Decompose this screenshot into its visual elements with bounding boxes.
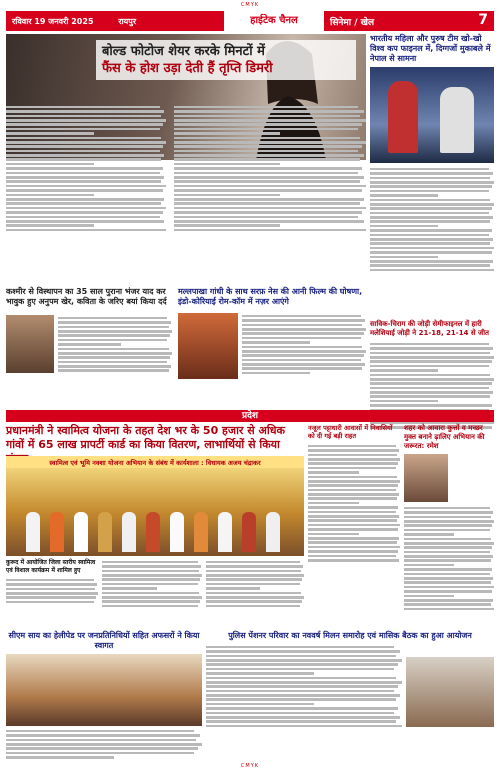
text-line	[308, 462, 398, 465]
text-line	[174, 172, 358, 175]
text-line	[308, 467, 396, 470]
text-line	[404, 533, 454, 536]
hero-headline-line1: बोल्ड फोटोज शेयर करके मिनटों में	[102, 44, 265, 59]
text-line	[6, 588, 95, 591]
text-line	[6, 158, 161, 161]
text-line	[58, 343, 121, 346]
text-line	[174, 110, 364, 113]
text-line	[102, 596, 202, 599]
sports-story	[370, 34, 494, 471]
text-line	[6, 592, 98, 595]
text-line	[58, 369, 169, 372]
text-line	[242, 341, 310, 344]
text-line	[6, 224, 94, 227]
text-line	[6, 128, 160, 131]
text-line	[242, 332, 364, 335]
text-line	[242, 346, 362, 349]
text-line	[174, 132, 280, 135]
text-line	[370, 382, 492, 385]
text-line	[206, 600, 302, 603]
text-line	[206, 650, 400, 653]
text-line	[206, 587, 260, 590]
text-line	[174, 176, 364, 179]
text-line	[58, 361, 167, 364]
text-line	[308, 515, 399, 518]
text-line	[58, 356, 170, 359]
text-line	[102, 583, 198, 586]
text-line	[6, 596, 96, 599]
section-name: सिनेमा / खेल	[330, 18, 375, 28]
text-line	[6, 137, 161, 140]
film-story	[178, 287, 366, 307]
nazul-headline: नजूल पट्टाधारी आवासों में निवासियों को दी गई बड़ी राहत	[308, 424, 393, 440]
nazul-body-text	[308, 443, 400, 613]
text-line	[308, 471, 359, 474]
text-line	[174, 137, 360, 140]
text-line	[308, 550, 398, 553]
text-line	[174, 106, 358, 109]
text-line	[206, 698, 396, 701]
text-line	[102, 605, 198, 608]
page-header	[6, 11, 494, 31]
text-line	[242, 328, 366, 331]
text-line	[370, 238, 493, 241]
pm-headline: प्रधानमंत्री ने स्वामित्व योजना के तहत देश भर के 50 हजार से अधिक गांवों में 65 लाख प्रापर्टी कार्ड का किया वितरण, लाभार्थियों से किया	[6, 424, 285, 451]
text-line	[404, 511, 493, 514]
text-line	[102, 570, 199, 573]
text-line	[6, 198, 164, 201]
text-line	[102, 565, 201, 568]
text-line	[174, 141, 366, 144]
text-line	[58, 334, 170, 337]
text-line	[404, 546, 492, 549]
text-line	[308, 541, 397, 544]
text-line	[102, 600, 200, 603]
text-line	[404, 507, 490, 510]
text-line	[404, 542, 494, 545]
text-line	[6, 172, 160, 175]
text-line	[308, 493, 399, 496]
text-line	[308, 458, 400, 461]
cm-headline: सीएम साय का हेलीपेड पर जनप्रतिनिधियों सहित अफसरों ने किया स्वागत	[8, 631, 200, 650]
text-line	[174, 150, 358, 153]
text-line	[206, 712, 394, 715]
text-line	[308, 533, 359, 536]
text-line	[6, 229, 166, 232]
text-line	[370, 216, 493, 219]
text-line	[308, 476, 397, 479]
text-line	[6, 194, 94, 197]
text-line	[370, 387, 489, 390]
text-line	[206, 685, 398, 688]
dogs-story-photo	[404, 454, 448, 502]
text-line	[308, 528, 398, 531]
text-line	[174, 115, 360, 118]
text-line	[6, 202, 161, 205]
pm-event-photo	[6, 468, 304, 556]
text-line	[206, 655, 396, 658]
text-line	[174, 220, 364, 223]
police-headline: पुलिस पेंशनर परिवार का नववर्ष मिलन समारोह एवं मासिक बैठक का हुआ आयोजन	[228, 631, 472, 640]
text-line	[174, 216, 358, 219]
text-line	[58, 330, 172, 333]
text-line	[102, 592, 199, 595]
text-line	[6, 583, 97, 586]
text-line	[6, 180, 161, 183]
text-line	[404, 538, 491, 541]
badminton-headline: साविक-चिराग की जोड़ी सेमीफाइनल में हारी मलेशियाई जोड़ी ने 21-18, 21-14 से जीत	[370, 320, 490, 337]
text-line	[6, 601, 94, 604]
text-line	[206, 565, 303, 568]
text-line	[6, 752, 194, 755]
kurud-body-text	[6, 577, 98, 617]
hero-headline	[96, 40, 356, 80]
text-line	[308, 484, 398, 487]
pm-body-text-2	[206, 559, 304, 629]
text-line	[206, 681, 402, 684]
text-line	[206, 672, 314, 675]
text-line	[58, 339, 167, 342]
text-line	[6, 730, 194, 733]
text-line	[370, 234, 489, 237]
text-line	[370, 247, 494, 250]
text-line	[370, 391, 493, 394]
text-line	[6, 132, 94, 135]
kashmir-headline: कश्मीर से विस्थापन का 35 साल पुराना भंजर याद कर भावुक हुए अनुपम खेर, कविता के जरिए बयां किया दर्द	[6, 287, 167, 306]
text-line	[174, 145, 362, 148]
text-line	[206, 605, 300, 608]
text-line	[242, 315, 361, 318]
film-headline: मल्लपाखा गांधी के साथ सरफ़ नेस की आनी फिल्म की घोषणा, इंडो-कोरियाई रोम-कॉम में नज़र आएंगे	[178, 287, 363, 306]
text-line	[370, 269, 494, 272]
text-line	[6, 220, 164, 223]
text-line	[6, 189, 163, 192]
header-section-bar	[324, 11, 494, 31]
police-body-text	[206, 644, 402, 764]
text-line	[308, 546, 400, 549]
text-line	[6, 145, 163, 148]
text-line	[6, 163, 94, 166]
text-line	[206, 659, 402, 662]
text-line	[102, 561, 198, 564]
text-line	[370, 400, 438, 403]
text-line	[404, 551, 490, 554]
text-line	[370, 207, 492, 210]
newspaper-brand: हाईटेक चैनल	[250, 15, 298, 26]
text-line	[242, 350, 366, 353]
text-line	[370, 374, 490, 377]
police-photo	[406, 657, 494, 727]
film-body-text	[242, 313, 366, 403]
text-line	[58, 348, 169, 351]
text-line	[174, 123, 362, 126]
text-line	[404, 581, 491, 584]
text-line	[370, 360, 492, 363]
text-line	[242, 354, 364, 357]
text-line	[242, 367, 362, 370]
text-line	[6, 154, 164, 157]
text-line	[370, 190, 489, 193]
text-line	[206, 694, 400, 697]
text-line	[370, 369, 438, 372]
text-line	[404, 608, 494, 611]
text-line	[308, 555, 396, 558]
text-line	[174, 211, 362, 214]
text-line	[6, 119, 166, 122]
text-line	[102, 578, 200, 581]
text-line	[174, 185, 366, 188]
pm-body-text-1	[102, 559, 202, 629]
text-line	[370, 199, 490, 202]
text-line	[206, 720, 396, 723]
text-line	[308, 497, 397, 500]
text-line	[242, 324, 362, 327]
text-line	[6, 207, 166, 210]
text-line	[174, 154, 364, 157]
text-line	[6, 150, 160, 153]
text-line	[370, 168, 489, 171]
text-line	[370, 251, 492, 254]
text-line	[6, 110, 164, 113]
text-line	[308, 524, 400, 527]
section-banner: प्रदेश	[6, 410, 494, 422]
text-line	[58, 326, 169, 329]
text-line	[404, 529, 490, 532]
text-line	[404, 595, 454, 598]
text-line	[308, 506, 398, 509]
text-line	[308, 519, 397, 522]
cm-story	[6, 631, 202, 770]
text-line	[174, 180, 360, 183]
text-line	[308, 489, 396, 492]
kurud-story	[6, 559, 98, 617]
nazul-story	[308, 424, 400, 613]
text-line	[174, 163, 280, 166]
text-line	[404, 524, 492, 527]
text-line	[6, 106, 160, 109]
text-line	[242, 337, 361, 340]
text-line	[370, 194, 438, 197]
text-line	[206, 716, 400, 719]
hero-body-text-left	[6, 104, 166, 284]
text-line	[6, 176, 164, 179]
film-photo	[178, 313, 238, 379]
text-line	[206, 646, 394, 649]
text-line	[102, 574, 202, 577]
text-line	[370, 395, 490, 398]
text-line	[174, 224, 280, 227]
sports-photo	[370, 67, 494, 163]
text-line	[404, 577, 493, 580]
text-line	[206, 663, 398, 666]
text-line	[6, 123, 163, 126]
text-line	[174, 198, 364, 201]
header-date: रविवार 19 जनवरी 2025	[12, 17, 94, 26]
text-line	[174, 128, 358, 131]
police-pensioner-story	[206, 631, 494, 764]
text-line	[404, 568, 492, 571]
text-line	[404, 516, 491, 519]
text-line	[6, 185, 166, 188]
text-line	[174, 158, 360, 161]
text-line	[174, 207, 366, 210]
kashmir-photo	[6, 315, 54, 373]
text-line	[308, 502, 359, 505]
cm-welcome-photo	[6, 654, 202, 726]
text-line	[206, 583, 300, 586]
text-line	[6, 739, 196, 742]
text-line	[308, 445, 396, 448]
text-line	[370, 356, 494, 359]
text-line	[206, 725, 402, 728]
text-line	[242, 363, 365, 366]
text-line	[308, 559, 399, 562]
header-date-bar	[6, 11, 224, 31]
text-line	[370, 404, 492, 407]
cmyk-marker-bottom: CMYK	[240, 763, 260, 769]
text-line	[58, 321, 171, 324]
text-line	[370, 185, 492, 188]
text-line	[206, 690, 394, 693]
text-line	[6, 167, 163, 170]
text-line	[6, 743, 202, 746]
text-line	[242, 319, 365, 322]
text-line	[6, 747, 198, 750]
text-line	[404, 559, 491, 562]
text-line	[370, 220, 490, 223]
text-line	[370, 256, 438, 259]
text-line	[174, 167, 362, 170]
hero-headline-line2: फैंस के होश उड़ा देती हैं तृप्ति डिमरी	[102, 61, 273, 76]
text-line	[58, 317, 167, 320]
text-line	[308, 511, 396, 514]
text-line	[370, 212, 489, 215]
text-line	[370, 260, 493, 263]
text-line	[174, 229, 366, 232]
text-line	[58, 352, 172, 355]
text-line	[206, 574, 304, 577]
sports-body-text	[370, 166, 494, 316]
text-line	[370, 203, 494, 206]
text-line	[206, 707, 398, 710]
text-line	[102, 587, 157, 590]
text-line	[308, 480, 400, 483]
text-line	[206, 592, 301, 595]
text-line	[6, 216, 160, 219]
text-line	[370, 352, 490, 355]
text-line	[174, 189, 362, 192]
text-line	[404, 564, 454, 567]
text-line	[370, 343, 489, 346]
text-line	[206, 677, 396, 680]
text-line	[370, 181, 494, 184]
text-line	[6, 756, 114, 759]
text-line	[370, 172, 493, 175]
text-line	[370, 378, 494, 381]
text-line	[370, 229, 492, 232]
text-line	[174, 194, 280, 197]
text-line	[308, 537, 399, 540]
text-line	[6, 579, 94, 582]
text-line	[206, 561, 300, 564]
text-line	[370, 264, 490, 267]
text-line	[308, 449, 399, 452]
header-city: रायपुर	[118, 17, 137, 26]
text-line	[404, 599, 493, 602]
text-line	[404, 590, 492, 593]
text-line	[404, 520, 494, 523]
text-line	[206, 703, 314, 706]
sports-headline: भारतीय महिला और पुरुष टीम खो-खो विश्व कप फाइनल में, दिग्गजों मुकाबले में नेपाल से सामना	[370, 34, 491, 63]
text-line	[370, 225, 438, 228]
text-line	[242, 372, 310, 375]
text-line	[174, 119, 366, 122]
cmyk-marker-top: CMYK	[240, 2, 260, 8]
text-line	[242, 359, 361, 362]
text-line	[404, 573, 490, 576]
page-number: 7	[478, 12, 488, 28]
text-line	[370, 177, 490, 180]
text-line	[6, 115, 161, 118]
text-line	[58, 365, 171, 368]
dogs-story	[404, 424, 494, 655]
text-line	[370, 242, 490, 245]
text-line	[6, 211, 163, 214]
kashmir-body-text	[58, 315, 172, 401]
dogs-headline: शहर को आवारा कुत्तों व मच्छर मुक्त बनाने ढ़ालिए अभियान की जरूरत: रमेश	[404, 424, 485, 450]
text-line	[404, 555, 493, 558]
text-line	[308, 454, 397, 457]
text-line	[174, 202, 360, 205]
text-line	[404, 603, 491, 606]
text-line	[206, 596, 304, 599]
text-line	[370, 365, 489, 368]
kashmir-story	[6, 287, 172, 307]
text-line	[206, 578, 302, 581]
kurud-headline: कुरूद में आयोजित जिला स्तरीय स्वामित्व एवं विशाल कार्यक्रम में शामिल हुए	[6, 559, 96, 574]
text-line	[206, 570, 301, 573]
text-line	[6, 734, 200, 737]
pm-subheadline: स्वामित्व एवं भूमि नक्शा योजना अभियान के संबंध में कार्यशाला : विधायक अजय चंद्राकर	[6, 456, 304, 469]
text-line	[206, 668, 394, 671]
hero-body-text-right	[174, 104, 366, 284]
text-line	[370, 347, 493, 350]
text-line	[404, 586, 494, 589]
text-line	[6, 141, 166, 144]
